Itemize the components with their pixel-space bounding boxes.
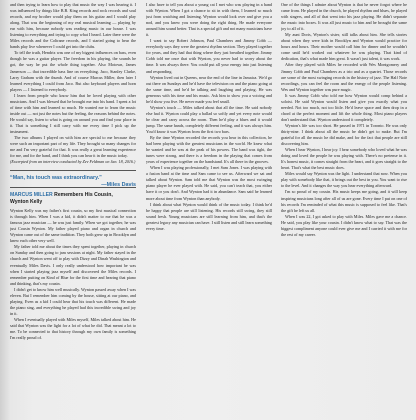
paragraph: When I was 22, I got asked to play with Miles. Miles gave me a chance. He said, you play like your cousin. I didn't know what to say. That was the biggest compliment anyone could ever give me and I carried it with me for the rest of my career. (281, 213, 407, 237)
paragraph: Wynton's touch — Miles talked about that all the time. He said nobody else had it. Wynton could play a ballad so softly and yet every note would be clear and carry across the room. Then he'd play a blues and it would jump. The same hands, completely different feeling, and it was always him. You'd know it was Wynton from the first two bars. (146, 104, 272, 134)
paragraph: One of the things I admire about Wynton is that he never forgot where he came from. He played in the church, he played rhythm and blues, he played with singers, and all of that went into his jazz playing. He didn't separate the music into boxes. It was all just music to him and he brought the same joy to all of it. (281, 2, 407, 32)
paragraph: The two albums I played on with him are special to me because they were such an important part of my life. They brought so many changes for me and I'm very grateful for that. It was really a great learning experience for me, and for the band, and I think you can hear it in the music today. (10, 135, 136, 159)
paragraph: To tell the truth, Hendrix was one of my biggest influences on bass, even though he was a guitar player. The freedom in his playing, the sounds he got, the way he put the whole thing together. Also Motown, James Jamerson — that incredible bass line on everything. Jaco, Stanley Clarke, Larry Graham with the thumb. And of course Marcus Miller, then later I learned everything I could from Jaco. But also keyboard players and horn players — I listened to everybody. (10, 50, 136, 92)
sidebar-paragraph: My father told me about the times they spent together, playing in church on Sunday and then going to jam sessions at night. My father stayed in the church and Wynton went off to play with Dizzy and Dinah Washington and eventually Miles Davis. I only really understood how important he was when I started playing jazz myself and discovered the Miles records. I remember putting on Kind of Blue for the first time and hearing that piano and thinking, that's my cousin. (10, 244, 136, 286)
paragraph: I also have to tell you about a young cat I met who was playing in a band with Wynton. When I got a chance to sit in with them, I learned so much just from watching and listening. Wynton would look over and give you a nod, and you knew you were doing the right thing. He made everyone around him sound better. That is a special gift and not many musicians have it. (146, 2, 272, 38)
sidebar-paragraph: When I eventually played with Miles myself, Miles talked about him. He said that Wynton was the light for a lot of what he did. That meant a lot to me. To be connected to that history through my own family is something I'm really proud of. (10, 316, 136, 341)
sidebar-heading-name: MARCUS MILLER (10, 192, 53, 199)
paragraph: I'm so proud of my cousin. His music keeps me going, and it will keep inspiring musicians long after all of us are gone. Every time I put on one of his records I'm reminded of what this music is supposed to feel like. That's the gift he left us all. (281, 189, 407, 213)
interview-credit: (Excerpted from an interview conducted by Zev Feldman on Jan. 18, 2016.) (10, 159, 136, 165)
divider-rule (10, 170, 136, 171)
paragraph: I learn from people who know him that he loved playing with other musicians. And I was blessed that he brought me into his band. I spent a lot of time with him and learned so much. He wanted me to learn the music inside out — not just the notes but the feeling, the reasons behind the notes. He would say, listen to what is going on around you and find your place in it. That is something I still carry with me every time I pick up the instrument. (10, 92, 136, 134)
sidebar-paragraph: I didn't get to know him well musically. Wynton passed away when I was eleven. But I remember him coming by the house, sitting at our piano, and playing. Even as a kid I could hear that his touch was different. He made the piano sing, and everything he played had this incredible swing and joy in it. (10, 286, 136, 316)
paragraph: I want to say Robert Johnson, Paul Chambers and Jimmy Cobb — everybody says they were the greatest rhythm section. They played together for years, and they had that thing where they just breathed together. Jimmy Cobb told me once that with Wynton, you never had to worry about the time. It was always there. You could put all your energy into just listening and responding. (146, 38, 272, 74)
sidebar-heading-subtitle: Wynton Kelly (10, 198, 43, 205)
pull-quote-text: “Man, his touch was extraordinary.” (10, 175, 102, 182)
column-1 (10, 2, 136, 418)
paragraph: Wynton's life was too short. He passed in 1971 in Toronto. He was only thirty-nine. I think about all the music he didn't get to make. But I'm grateful for all the music he did make, and for the fact that people are still discovering him. (281, 122, 407, 147)
paragraph: It was Jimmy Cobb who told me how Wynton would comp behind a soloist. He said Wynton would listen and give you exactly what you needed. Not too much, not too little. He'd leave space and then drop in a chord at the perfect moment and lift the whole thing. Most piano players don't understand that. Wynton understood it completely. (281, 92, 407, 122)
column-2 (146, 2, 272, 418)
paragraph: After they played with Miles he recorded with Wes Montgomery and Jimmy Cobb and Paul Chambers as a trio and as a quartet. Those records are some of the most swinging records in the history of jazz. The Half Note recordings, you can feel the room and the energy of the people listening. Wes and Wynton together was pure magic. (281, 62, 407, 92)
paragraph: By the time Wynton recorded the records you hear in this collection, he had been playing with the greatest musicians in the world. He knew what he wanted and he was at the peak of his powers. The band was tight, the tunes were strong, and there is a freedom in the playing that comes from years of experience together on the bandstand. It's all there in the grooves. (146, 135, 272, 165)
sidebar-paragraph: Wynton Kelly was my father's first cousin, so my first musical connection is through him. When I was a kid, it didn't matter to me that he was a famous jazz musician — he was just family. When we got together, he was just Cousin Wynton. My father played piano and organ in church and Wynton came out of the same tradition. They both grew up in Brooklyn and knew each other very well. (10, 208, 136, 244)
sidebar-heading-rest: Remembers His Cousin, (52, 192, 113, 199)
paragraph: When I hear Wynton, I hear joy. I hear somebody who loved what he was doing and loved the people he was playing with. There's no pretense in it. It's honest music, it comes straight from the heart, and it goes straight to the heart. That's what the best music does. (281, 147, 407, 171)
paragraph: Miles would say Wynton was the light. I understand that now. When you play with somebody like that, it brings out the best in you. You want to rise to the level. And it changes the way you hear everything afterward. (281, 171, 407, 189)
paragraph: and then trying to learn how to play that music the way I was hearing it. I was influenced by things like B.B. King records and rock records and soul records, and my brother would play them on his guitar and I would play along. That was the beginning of my real musical learning — playing by ear with him, because nobody was reading music in our house. I was listening to everything and trying to copy what I heard. Later there were the Miles records and the Coltrane records, and I started going to hear the bands play live whenever I could get into the clubs. (10, 2, 136, 50)
page-gutter (0, 0, 10, 420)
column-3 (281, 2, 407, 418)
paragraph: My aunt Doris, Wynton's sister, still talks about him. She tells stories about when they were kids in Brooklyn and Wynton would practice for hours and hours. Their mother would call him for dinner and he wouldn't come until he'd worked out whatever he was playing. That kind of dedication, that's what made him great. It wasn't just talent, it was work. (281, 32, 407, 62)
paragraph: When I was playing professionally, I met Sam Jones. I was playing with a fusion band at the time and Sam came to see us. Afterward we sat and talked about Wynton. Sam told me that Wynton was the most swinging piano player he ever played with. He said, you can't teach that, you either have it or you don't. And Wynton had it in abundance. Sam said he learned more about time from Wynton than anybody. (146, 165, 272, 201)
pull-quote (10, 175, 136, 189)
pull-quote-attribution: —Miles Davis (101, 182, 136, 189)
paragraph: Wynton lived out in Queens, near the end of the line in Jamaica. We'd go out there on Sundays and he'd have the television on and the piano going at the same time, and he'd be talking and laughing and playing. He was generous with his time and his music. Ask him to show you a voicing and he'd show you five. He never made you feel small. (146, 74, 272, 104)
sidebar-heading (10, 192, 136, 205)
paragraph: I think about what Wynton would think of the music today. I think he'd be happy that people are still listening. His records still swing, they still sound fresh. Young musicians are still learning from him, and that's the greatest legacy any musician can have. I still listen and still learn something every time. (146, 201, 272, 231)
